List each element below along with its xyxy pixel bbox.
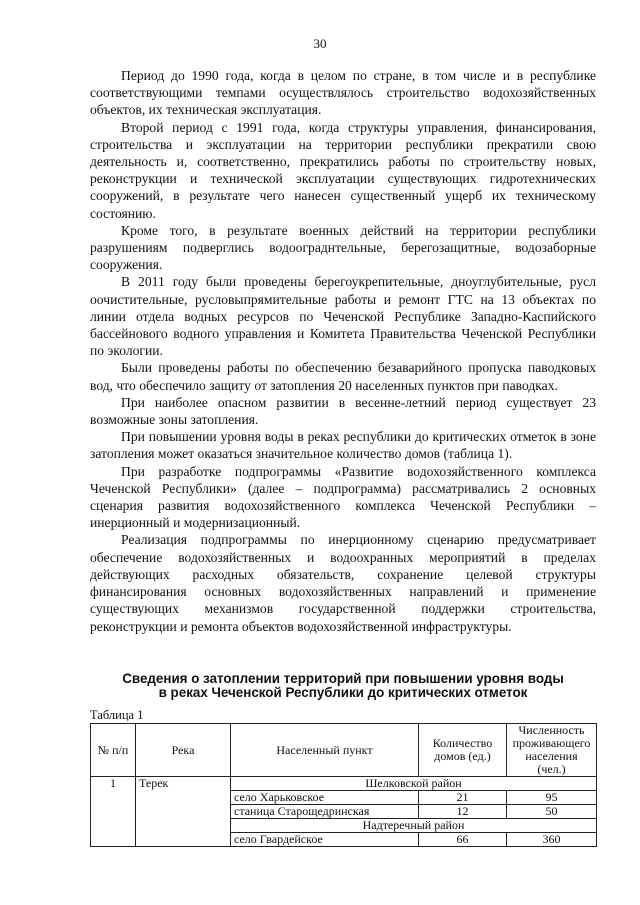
- population-cell: 50: [507, 805, 597, 819]
- header-houses: Количество домов (ед.): [419, 724, 507, 777]
- table-heading-line-1: Сведения о затоплении территорий при повышении уровня воды: [122, 671, 564, 686]
- district-row-nadterechny: Надтеречный район: [231, 819, 597, 833]
- header-number: № п/п: [91, 724, 136, 777]
- table-heading: [90, 672, 596, 700]
- river-cell: Терек: [136, 777, 231, 847]
- houses-cell: 12: [419, 805, 507, 819]
- paragraph-second-period: Второй период с 1991 года, когда структуры управления, финансирования, строительства и эксплуатации на территории республики прекратили свою деятельность и, соответственно, прекратились работы по строительству новых, реконструкции и технической эксплуатации существующих гидротехнических сооружений, в результате чего нанесен существенный ущерб их техническому состоянию.: [90, 119, 596, 221]
- paragraph-inertial-scenario: Реализация подпрограммы по инерционному сценарию предусматривает обеспечение водохозяйственных и водоохранных мероприятий в пределах действующих расходных обязательств, сохранение целевой структуры финансирования основных водохозяйственных направлений и применение существующих механизмов государственной поддержки строительства, реконструкции и ремонта объектов водохозяйственной инфраструктуры.: [90, 532, 596, 634]
- population-cell: 360: [507, 833, 597, 847]
- paragraph-military-damage: Кроме того, в результате военных действий на территории республики разрушениям подверглись водоограднтельные, берегозащитные, водозаборные сооружения.: [90, 222, 596, 273]
- paragraph-flood-zones: При наиболее опасном развитии в весенне-летний период существует 23 возможные зоны затопления.: [90, 394, 596, 428]
- paragraph-subprogram-scenarios: При разработке подпрограммы «Развитие водохозяйственного комплекса Чеченской Республики» (далее – подпрограмма) рассматривались 2 основных сценария развития водохозяйственного комплекса Чеченской Республики – инерционный и модернизационный.: [90, 463, 596, 531]
- table-label: Таблица 1: [90, 708, 144, 722]
- flood-table: [90, 723, 597, 847]
- settlement-cell: станица Старощедринская: [231, 805, 419, 819]
- paragraph-2011-works: В 2011 году были проведены берегоукрепительные, дноуглубительные, русл оочистительные, русловыпрямительные работы и ремонт ГТС на 13 объектах по линии отдела водных ресурсов по Чеченской Республике Западно-Каспийского бассейнового водного управления и Комитета Правительства Чеченской Республики по экологии.: [90, 274, 596, 359]
- table-row: [91, 777, 597, 791]
- population-cell: 95: [507, 791, 597, 805]
- body-text: [90, 67, 596, 635]
- paragraph-houses-in-zone: При повышении уровня воды в реках республики до критических отметок в зоне затопления может оказаться значительное количество домов (таблица 1).: [90, 429, 596, 462]
- houses-cell: 66: [419, 833, 507, 847]
- houses-cell: 21: [419, 791, 507, 805]
- settlement-cell: село Харьковское: [231, 791, 419, 805]
- header-population: Численность проживающего населения (чел.): [507, 724, 597, 777]
- paragraph-period-before-1990: Период до 1990 года, когда в целом по стране, в том числе и в республике соответствующими темпами осуществлялось строительство водохозяйственных объектов, их техническая эксплуатация.: [90, 68, 596, 118]
- district-row-shelkovskoy: Шелковской район: [231, 777, 597, 791]
- table-header-row: [91, 724, 597, 777]
- page-number: 30: [313, 36, 327, 51]
- row-number-cell: 1: [91, 777, 136, 847]
- paragraph-flood-protection: Были проведены работы по обеспечению безаварийного пропуска паводковых вод, что обеспечило защиту от затопления 20 населенных пунктов при паводках.: [90, 360, 596, 393]
- header-river: Река: [136, 724, 231, 777]
- header-settlement: Населенный пункт: [231, 724, 419, 777]
- settlement-cell: село Гвардейское: [231, 833, 419, 847]
- table-heading-line-2: в реках Чеченской Республики до критических отметок: [158, 685, 528, 700]
